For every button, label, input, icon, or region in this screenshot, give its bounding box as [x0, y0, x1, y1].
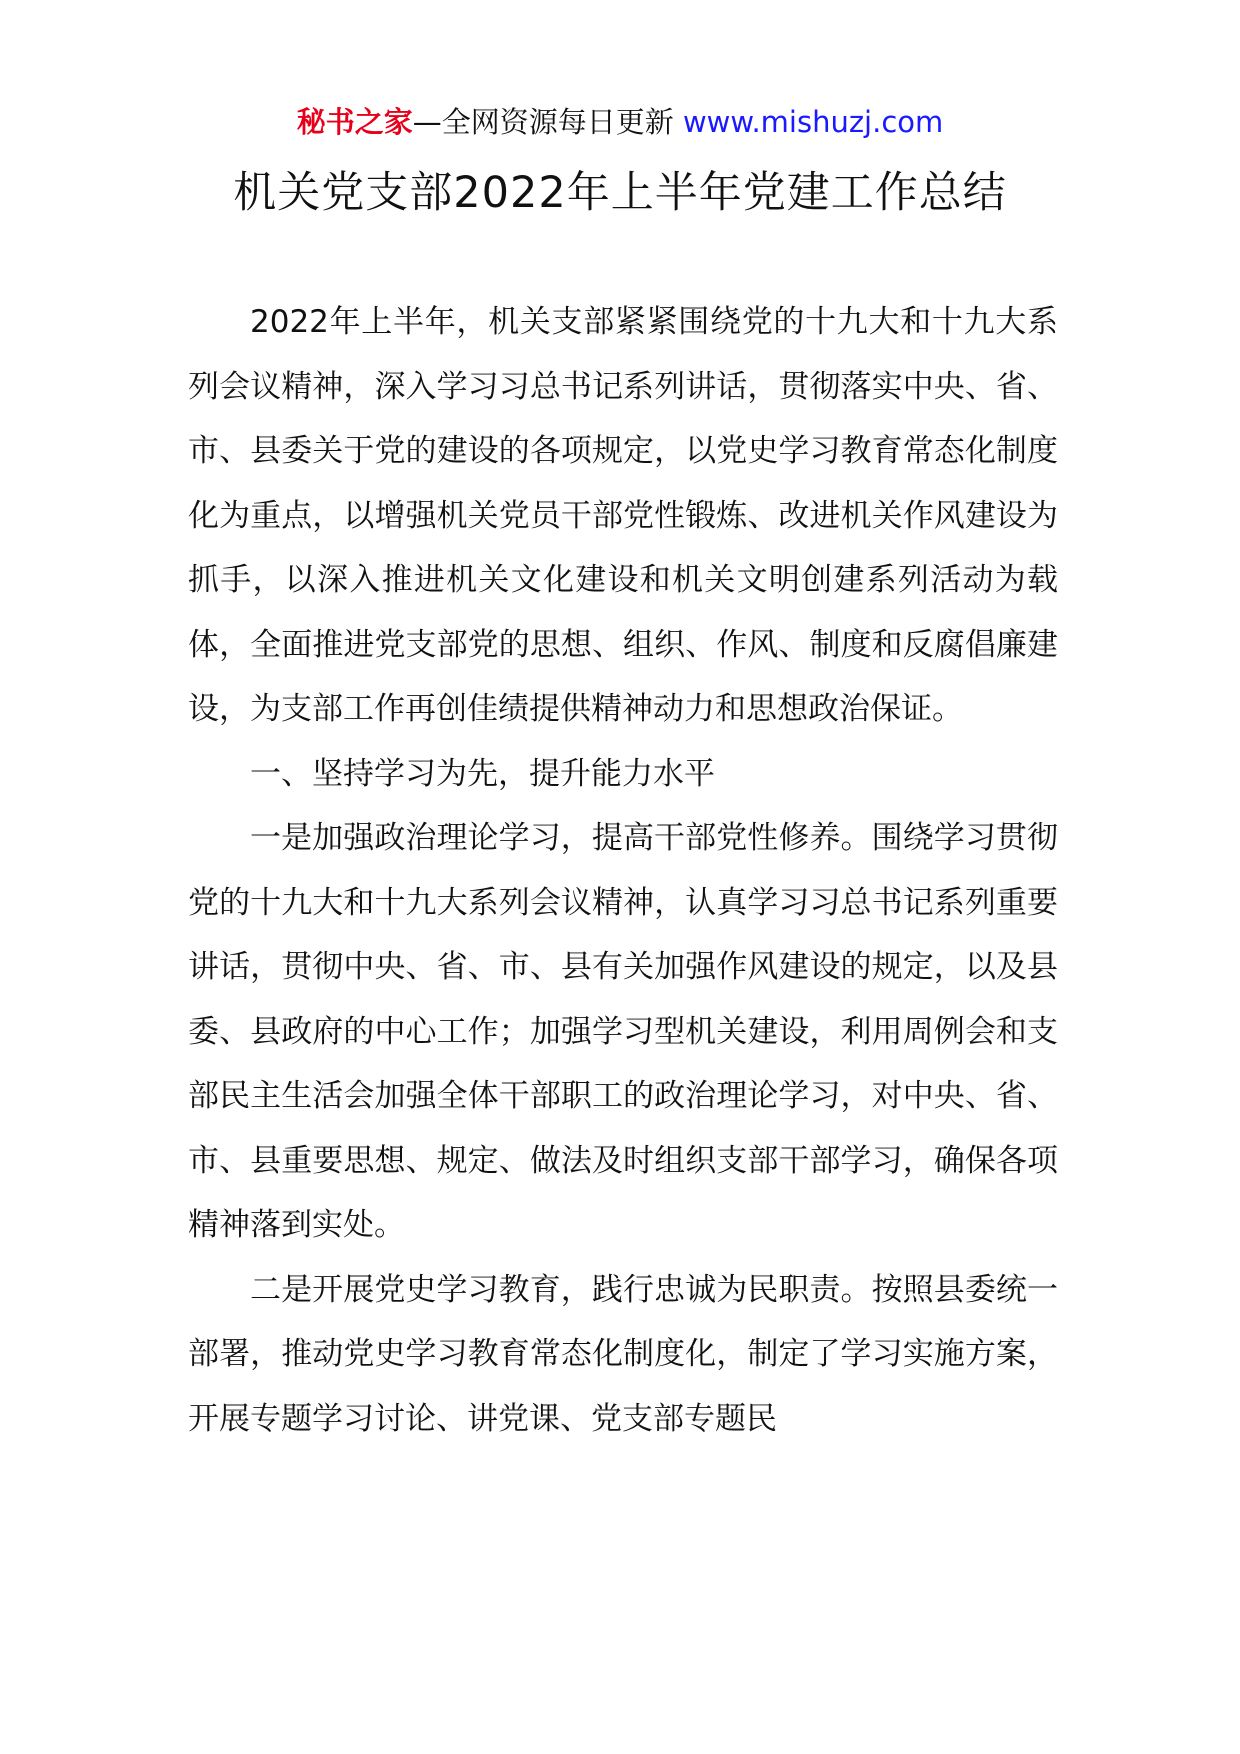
section-heading: 一、坚持学习为先，提升能力水平 [250, 755, 715, 792]
document-body [188, 290, 1058, 1451]
watermark-banner [0, 102, 1240, 142]
website-link[interactable]: www.mishuzj.com [682, 105, 944, 139]
brand-name: 秘书之家 [296, 105, 413, 139]
intro-paragraph: 2022年上半年，机关支部紧紧围绕党的十九大和十九大系列会议精神，深入学习习总书记系列讲话，贯彻落实中央、省、市、县委关于党的建设的各项规定，以党史学习教育常态化制度化为重点，以增强机关党员干部党性锻炼、改进机关作风建设为抓手，以深入推进机关文化建设和机关文明创建系列活动为载体，全面推进党支部党的思想、组织、作风、制度和反腐倡廉建设，为支部工作再创佳绩提供精神动力和思想政治保证。 [188, 304, 1058, 727]
body-paragraph: 二是开展党史学习教育，践行忠诚为民职责。按照县委统一部署，推动党史学习教育常态化制度化，制定了学习实施方案，开展专题学习讨论、讲党课、党支部专题民 [188, 1271, 1058, 1437]
document-title: 机关党支部2022年上半年党建工作总结 [233, 168, 1007, 218]
banner-tagline: —全网资源每日更新 [412, 105, 674, 139]
body-paragraph: 一是加强政治理论学习，提高干部党性修养。围绕学习贯彻党的十九大和十九大系列会议精神，认真学习习总书记系列重要讲话，贯彻中央、省、市、县有关加强作风建设的规定，以及县委、县政府的中心工作；加强学习型机关建设，利用周例会和支部民主生活会加强全体干部职工的政治理论学习，对中央、省、市、县重要思想、规定、做法及时组织支部干部学习，确保各项精神落到实处。 [188, 820, 1058, 1243]
